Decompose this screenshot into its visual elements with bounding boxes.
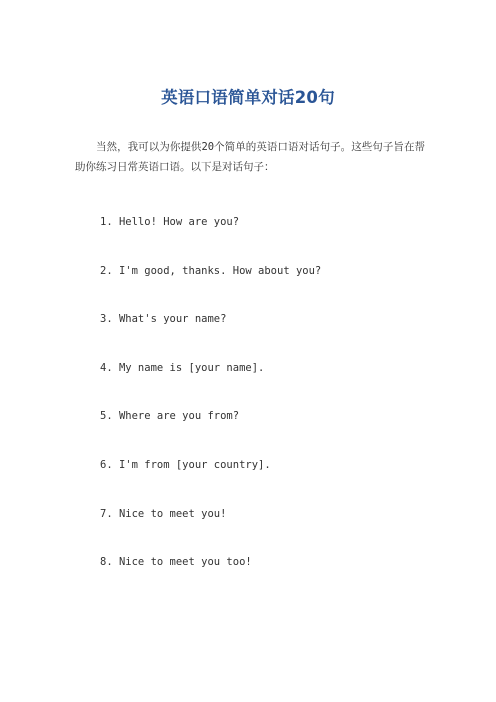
sentence-item: 7. Nice to meet you! <box>100 507 227 520</box>
sentence-item: 1. Hello! How are you? <box>100 216 240 228</box>
intro-paragraph: 当然，我可以为你提供20个简单的英语口语对话句子。这些句子旨在帮助你练习日常英语口语。以下是对话句子： <box>75 141 425 173</box>
sentence-item: 2. I'm good, thanks. How about you? <box>100 264 322 277</box>
sentence-item: 3. What's your name? <box>100 313 227 326</box>
sentence-list <box>100 215 321 604</box>
sentence-item: 4. My name is [your name]. <box>100 361 265 374</box>
sentence-item: 5. Where are you from? <box>100 410 240 423</box>
document-title: 英语口语简单对话20句 <box>161 88 335 107</box>
sentence-item: 8. Nice to meet you too! <box>100 556 252 569</box>
sentence-item: 6. I'm from [your country]. <box>100 458 271 471</box>
